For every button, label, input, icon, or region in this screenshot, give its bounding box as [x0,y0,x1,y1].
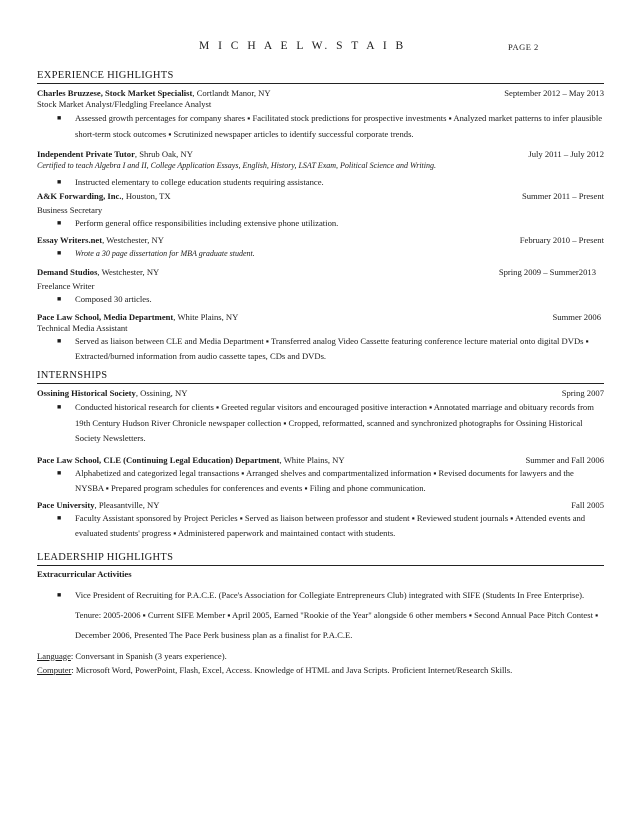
entry-date: February 2010 – Present [519,235,604,245]
leadership-heading: LEADERSHIP HIGHLIGHTS [37,552,604,566]
internship-entry [37,388,604,447]
entry-date: Spring 2007 [561,388,604,398]
bullet-item: ■ Faculty Assistant sponsored by Project Pericles ▪ Served as liaison between professor and student ▪ Reviewed student journals ▪ Attended events and evaluated students' progress ▪ Administered paperwork and maintained contact with students. [57,512,586,538]
bullet-item: ■ Wrote a 30 page dissertation for MBA graduate student. [37,246,604,261]
bullet-icon: ■ [57,249,62,257]
bullet-item: ■ Alphabetized and categorized legal transactions ▪ Arranged shelves and compartmentalized information ▪ Revised documents for lawyers and the NYSBA ▪ Prepared program schedules for conferences and events ▪ Filing and phone communication. [57,467,574,493]
org-location: , Houston, TX [121,191,171,201]
entry-date: Summer 2006 [552,312,601,322]
org-name: Demand Studios [37,267,98,277]
org-name: A&K Forwarding, Inc. [37,191,122,201]
org-location: , Shrub Oak, NY [134,149,193,159]
experience-entry [37,191,604,231]
bullet-icon: ■ [57,468,62,477]
internship-entry [37,455,604,497]
bullet-item: ■ Perform general office responsibilities including extensive phone utilization. [37,216,604,231]
entry-role: Freelance Writer [37,281,95,291]
computer-value: : Microsoft Word, PowerPoint, Flash, Excel, Access. Knowledge of HTML and Java Scripts. Proficient Internet/Research Skills. [71,664,513,675]
entry-role: Business Secretary [37,205,103,215]
org-name: Ossining Historical Society [37,388,136,398]
entry-role: Stock Market Analyst/Fledgling Freelance Analyst [37,99,212,109]
computer-line [37,663,604,677]
experience-entry [37,312,604,364]
org-location: , Westchester, NY [97,267,160,277]
entry-date: July 2011 – July 2012 [528,149,604,159]
org-name: Pace Law School, Media Department [37,312,174,322]
org-location: , White Plains, NY [173,312,239,322]
bullet-item: ■ Instructed elementary to college education students requiring assistance. [37,175,604,190]
resume-name: M I C H A E L W. S T A I B [199,40,407,52]
org-location: , Ossining, NY [135,388,188,398]
org-name: Pace University [37,499,95,510]
entry-date: Summer and Fall 2006 [525,454,604,465]
org-name: Independent Private Tutor [37,149,135,159]
bullet-item: ■ Served as liaison between CLE and Media Department ▪ Transferred analog Video Cassette featuring conference lecture material onto digital DVDs ▪ Extracted/burned information from audio cassette tapes, CDs and DVDs. [57,336,589,361]
bullet-icon: ■ [57,590,62,599]
bullet-icon: ■ [57,295,62,303]
entry-role: Certified to teach Algebra I and II, College Application Essays, English, History, LSAT Exam, Political Science and Writing. [37,161,436,170]
leadership-subheading: Extracurricular Activities [37,568,132,579]
bullet-item: ■ Conducted historical research for clients ▪ Greeted regular visitors and encouraged positive interaction ▪ Annotated marriage and obituary records from 19th Century Hudson River Chronicle newspaper collection ▪ Cropped, reformatted, scanned and synchronized photographs for Ossining Historical Society Newsletters. [57,402,594,443]
bullet-item: ■ Vice President of Recruiting for P.A.C.E. (Pace's Association for Collegiate Entrepreneurs Club) integrated with SIFE (Students In Free Enterprise). Tenure: 2005-2006 ▪ Current SIFE Member ▪ April 2005, Earned "Rookie of the Year" alongside 6 other members ▪ Second Annual Pace Pitch Contest ▪ December 2006, Presented The Pace Perk business plan as a finalist for P.A.C.E. [37,585,604,645]
internship-entry [37,500,604,542]
experience-entry [37,235,604,261]
org-location: , Westchester, NY [102,235,164,245]
bullet-icon: ■ [57,403,62,411]
org-name: Essay Writers.net [37,235,103,245]
page-number: PAGE 2 [508,42,539,52]
bullet-icon: ■ [57,219,62,227]
page-header [37,0,604,56]
language-line [37,649,604,663]
org-location: , Cortlandt Manor, NY [192,88,271,98]
experience-entry [37,267,604,307]
bullet-icon: ■ [57,178,62,186]
bullet-icon: ■ [57,513,62,522]
entry-date: Spring 2009 – Summer2013 [498,267,596,277]
entry-date: September 2012 – May 2013 [504,88,604,98]
experience-heading: EXPERIENCE HIGHLIGHTS [37,70,604,84]
computer-label: Computer [37,664,72,675]
language-value: : Conversant in Spanish (3 years experience). [70,650,227,661]
bullet-item: ■ Assessed growth percentages for company shares ▪ Facilitated stock predictions for prospective investments ▪ Analyzed market patterns to infer plausible short-term stock outcomes ▪ Scrutinized newspaper articles to identify successful corporate trends. [37,110,604,142]
bullet-icon: ■ [57,114,62,122]
org-location: , White Plains, NY [279,454,345,465]
org-location: , Pleasantville, NY [94,499,160,510]
experience-entry [37,149,604,190]
internships-heading: INTERNSHIPS [37,370,604,384]
org-name: Pace Law School, CLE (Continuing Legal Education) Department [37,454,280,465]
language-label: Language [37,650,71,661]
bullet-icon: ■ [57,337,62,345]
experience-entry [37,88,604,142]
org-name: Charles Bruzzese, Stock Market Specialist [37,88,193,98]
bullet-item: ■ Composed 30 articles. [37,292,604,307]
entry-role: Technical Media Assistant [37,323,128,333]
entry-date: Fall 2005 [571,499,604,510]
entry-date: Summer 2011 – Present [521,191,604,201]
